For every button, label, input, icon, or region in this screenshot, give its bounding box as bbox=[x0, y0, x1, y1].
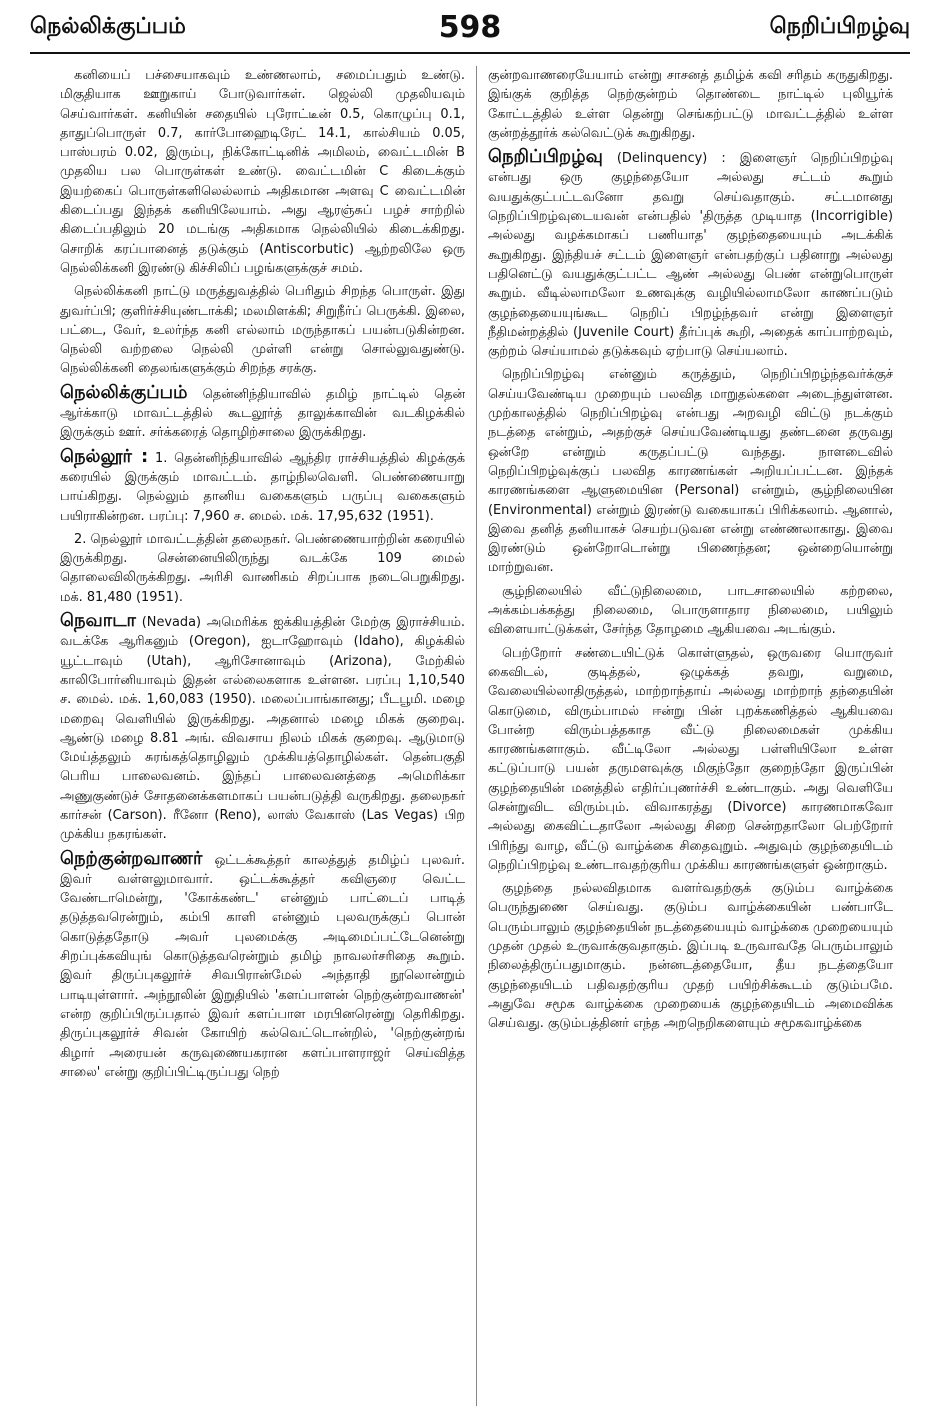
header-right-guide-word: நெறிப்பிறழ்வு bbox=[769, 14, 910, 39]
entry-headword: நெவாடா bbox=[60, 610, 136, 632]
entry-english-term: (Nevada) bbox=[141, 615, 202, 631]
page-header bbox=[30, 8, 910, 54]
paragraph: பெற்றோர் சண்டையிட்டுக் கொள்ளுதல், ஒருவரை யொருவர் கைவிடல், குடித்தல், ஒழுக்கத் தவறு, வறுமை, வேலையில்லாதிருத்தல், மாற்றாந்தாய் அல்லது மாற்றாந் தந்தையின் கொடுமை, விரும்பாமல் ஈன்று பின் புறக்கணித்தல் ஆகியவை போன்ற விரும்பத்தகாத வீட்டு நிலைமைகள் முக்கிய காரணங்களாகும். வீட்டிலோ அல்லது பள்ளியிலோ உள்ள கட்டுப்பாடு பயன் தருமளவுக்கு மிகுந்தோ குறைந்தோ இருப்பின் குழந்தையின் மனத்தில் எதிர்ப்புணர்ச்சி உண்டாகும். அது வெளியே சென்றுவிட விரும்பும். விவாகரத்து (Divorce) காரணமாகவோ அல்லது கைவிட்டதாலோ அல்லது சிறை சென்றதாலோ பெற்றோர் பிரிந்து வாழ, வீட்டு வாழ்க்கை சிதைவுறும். அதுவும் குழந்தையிடம் நெறிப்பிறழ்வு உண்டாவதற்குரிய முக்கிய காரணங்களுள் ஒன்றாகும். bbox=[488, 645, 893, 873]
entry-nevada bbox=[60, 611, 465, 845]
paragraph: 2. நெல்லூர் மாவட்டத்தின் தலைநகர். பெண்ணையாற்றின் கரையில் இருக்கிறது. சென்னையிலிருந்து வடக்கே 109 மைல் தொலைவிலிருக்கிறது. அரிசி வாணிகம் சிறப்பாக நடைபெறுகிறது. மக். 81,480 (1951). bbox=[60, 531, 465, 605]
paragraph: நெறிப்பிறழ்வு என்னும் கருத்தும், நெறிப்பிறழ்ந்தவர்க்குச் செய்யவேண்டிய முறையும் பலவித மாறுதல்களை அடைந்துள்ளன. முற்காலத்தில் நெறிப்பிறழ்வு என்பது அறவழி விட்டு நடக்கும் நடத்தை என்றும், அதற்குச் செய்யவேண்டியது தண்டனை தருவது ஒன்றே என்றும் கருதப்பட்டு வந்தது. நாளடைவில் நெறிப்பிறழ்வுக்குப் பலவித காரணங்கள் அறியப்பட்டன. இந்தக் காரணங்களை ஆளுமையின (Personal) என்றும், சூழ்நிலையின (Environmental) என்றும் இரண்டு வகையாகப் பிரிக்கலாம். ஆனால், இவை தனித் தனியாகச் செயற்படுவன என்று எண்ணலாகாது. இவை இரண்டும் ஒன்றோடொன்று பிணைந்தன; ஒன்றையொன்று மாற்றுவன. bbox=[488, 367, 893, 576]
column-divider bbox=[476, 66, 477, 1406]
right-column bbox=[488, 66, 893, 1411]
paragraph: சூழ்நிலையில் வீட்டுநிலைமை, பாடசாலையில் கற்றலை, அக்கம்பக்கத்து நிலைமை, பொருளாதார நிலைமை, பயிலும் விளையாட்டுக்கள், சேர்ந்த தோழமை ஆகியவை அடங்கும். bbox=[488, 583, 893, 638]
entry-headword: நெறிப்பிறழ்வு bbox=[488, 146, 603, 168]
entry-headword: நெல்லூர் : bbox=[60, 445, 149, 467]
entry-nerkunravanar bbox=[60, 849, 465, 1083]
entry-body: அமெரிக்க ஐக்கியத்தின் மேற்கு இராச்சியம். வடக்கே ஆரிகனும் (Oregon), ஐடாஹோவும் (Idaho), கிழக்கில் யூட்டாவும் (Utah), ஆரிசோனாவும் (Arizona), மேற்கில் காலிபோர்னியாவும் இதன் எல்லைகளாக உள்ளன. பரப்பு 1,10,540 ச. மைல். மக். 1,60,083 (1950). மலைப்பாங்கானது; பீடபூமி. மழை மறைவு வெளியில் இருக்கிறது. அதனால் மழை மிகக் குறைவு. ஆண்டு மழை 8.81 அங். விவசாய நிலம் மிகக் குறைவு. ஆடுமாடு மேய்த்தலும் சுரங்கத்தொழிலும் முக்கியத்தொழில்கள். தென்பகுதி பெரிய பாலைவனம். இந்தப் பாலைவனத்தை அமெரிக்கா அணுகுண்டுச் சோதனைக்களமாகப் பயன்படுத்தி வருகிறது. தலைநகர் கார்சன் (Carson). ரீனோ (Reno), லாஸ் வேகாஸ் (Las Vegas) பிற முக்கிய நகரங்கள். bbox=[60, 615, 465, 843]
entry-nellore bbox=[60, 447, 465, 526]
paragraph: கனியைப் பச்சையாகவும் உண்ணலாம், சமைப்பதும் உண்டு. மிகுதியாக ஊறுகாய் போடுவார்கள். ஜெல்லி முதலியவும் செய்வார்கள். கனியின் சதையில் புரோட்டீன் 0.5, கொழுப்பு 0.1, தாதுப்பொருள் 0.7, கார்போஹைடிரேட் 14.1, கால்சியம் 0.05, பாஸ்பரம் 0.02, இரும்பு, நிக்கோட்டினிக் அமிலம், வைட்டமின் B முதலிய பல பொருள்கள் உண்டு. வைட்டமின் C கிடைக்கும் இயற்கைப் பொருள்களிலெல்லாம் அதிகமான அளவு C வைட்டமின் கிடைப்பது இந்தக் கனியிலேயாம். அது ஆரஞ்சுப் பழச் சாற்றில் கிடைப்பதிலும் 20 மடங்கு அதிகமாக நெல்லியில் கிடைக்கிறது. சொறிக் கரப்பானைத் தடுக்கும் (Antiscorbutic) ஆற்றலிலே ஒரு நெல்லிக்கனி இரண்டு கிச்சிலிப் பழங்களுக்குச் சமம். bbox=[60, 68, 465, 276]
entry-headword: நெல்லிக்குப்பம் bbox=[60, 381, 188, 403]
paragraph: குன்றவாணரையேயாம் என்று சாசனத் தமிழ்க் கவி சரிதம் கருதுகிறது. இங்குக் குறித்த நெற்குன்றம் தொண்டை நாட்டில் புலியூர்க் கோட்டத்தில் உள்ள தென்று செங்கற்பட்டு மாவட்டத்தில் உள்ள குன்றத்தூர்க் கல்வெட்டுக் கூறுகிறது. bbox=[488, 68, 893, 141]
entry-body: தென்னிந்தியாவில் தமிழ் நாட்டில் தென் ஆர்க்காடு மாவட்டத்தில் கூடலூர்த் தாலுக்காவின் வடகிழக்கில் இருக்கும் ஊர். சர்க்கரைத் தொழிற்சாலை இருக்கிறது. bbox=[60, 386, 465, 441]
paragraph: குழந்தை நல்லவிதமாக வளர்வதற்குக் குடும்ப வாழ்க்கை பெருந்துணை செய்வது. குடும்ப வாழ்க்கையின் பண்பாடே பெரும்பாலும் குழந்தையின் நடத்தையையும் வாழ்க்கை முறையையும் முதன் முதல் உருவாக்குவதாகும். இப்படி உருவாவதே பெரும்பாலும் நிலைத்திருப்பதுமாகும். நன்னடத்தையோ, தீய நடத்தையோ குழந்தையிடம் பதிவதற்குரிய முதற் பயிற்சிக்கூடம் குடும்பமே. அதுவே சமூக வாழ்க்கை முறையைக் குழந்தையிடம் அமைவிக்க செய்வது. குடும்பத்தினர் எந்த அறநெறிகளையும் சமூகவாழ்க்கை bbox=[488, 881, 893, 1032]
paragraph: நெல்லிக்கனி நாட்டு மருத்துவத்தில் பெரிதும் சிறந்த பொருள். இது துவர்ப்பி; குளிர்ச்சியுண்டாக்கி; மலமிளக்கி; சிறுநீர்ப் பெருக்கி. இலை, பட்டை, வேர், உலர்ந்த கனி எல்லாம் மருந்தாகப் பயன்படுகின்றன. நெல்லி வற்றலை நெல்லி முள்ளி என்று சொல்லுவதுண்டு. நெல்லிக்கனி தைலங்களுக்கும் சிறந்த சரக்கு. bbox=[60, 284, 465, 377]
entry-body: 1. தென்னிந்தியாவில் ஆந்திர ராச்சியத்தில் கிழக்குக் கரையில் இருக்கும் மாவட்டம். தாழ்நிலவெளி. பெண்ணையாறு பாய்கிறது. நெல்லும் தானிய வகைகளும் பருப்பு வகைகளும் பயிராகின்றன. பரப்பு: 7,960 ச. மைல். மக். 17,95,632 (1951). bbox=[60, 450, 465, 524]
left-column bbox=[60, 66, 465, 1411]
page-number: 598 bbox=[438, 10, 502, 45]
entry-delinquency bbox=[488, 147, 893, 361]
entry-body: இளைஞர் நெறிப்பிறழ்வு என்பது ஒரு குழந்தையோ அல்லது சட்டம் கூறும் வயதுக்குட்பட்டவனோ தவறு செய்வதாகும். சட்டமானது நெறிப்பிறழ்வுடையவன் என்பதில் 'திருத்த முடியாத (Incorrigible) அல்லது வழக்கமாகப் பணியாத' குழந்தையையும் அடக்கிக் கூறுகிறது. இந்தியச் சட்டம் இளைஞர் என்பதற்குப் பதினாறு அல்லது பதினெட்டு வயதுக்குட்பட்ட ஆண் அல்லது பெண் என்றுபொருள் கூறும். வீடில்லாமலோ உணவுக்கு வழியில்லாமலோ காணப்படும் குழந்தையையுங்கூட நெறிப் பிறழ்ந்தவர் என்று இளைஞர் நீதிமன்றத்தில் (Juvenile Court) தீர்ப்புக் கூறி, அதைக் காப்பாற்றவும், குற்றம் செய்யாமல் தடுக்கவும் ஏற்பாடு செய்யலாம். bbox=[488, 151, 893, 360]
entry-headword: நெற்குன்றவாணர் bbox=[60, 847, 203, 869]
entry-nellikkuppam bbox=[60, 383, 465, 443]
header-left-guide-word: நெல்லிக்குப்பம் bbox=[30, 14, 186, 39]
entry-body: ஒட்டக்கூத்தர் காலத்துத் தமிழ்ப் புலவர். இவர் வள்ளலுமாவார். ஒட்டக்கூத்தர் கவிஞரை வெட்ட வேண்டாமென்று, 'கோக்கண்ட' என்னும் பாட்டைப் பாடித் தடுத்தவரென்றும், கம்பி காளி என்னும் புலவருக்குப் பொன் கொடுத்ததோடு அவர் புலமைக்கு அடிமைப்பட்டேனென்று சிறப்புக்கவியுங் கொடுத்தவரென்றும் தமிழ் நாவலர்சரிதை கூறும். இவர் திருப்புகலூர்ச் சிவபிரான்மேல் அந்தாதி நூலொன்றும் பாடியுள்ளார். அந்நூலின் இறுதியில் 'களப்பாளன் நெற்குன்றவாணன்' என்ற குறிப்பிருப்பதால் இவர் களப்பாள மரபினரென்று தெரிகிறது. திருப்புகலூர்ச் சிவன் கோயிற் கல்வெட்டொன்றில், 'நெற்குன்றங் கிழார் அரையன் கருவுணையகரான களப்பாளராஜர் செய்வித்த சாலை' என்று குறிப்பிட்டிருப்பது நெற் bbox=[60, 852, 465, 1080]
entry-english-term: (Delinquency) : bbox=[616, 151, 726, 167]
